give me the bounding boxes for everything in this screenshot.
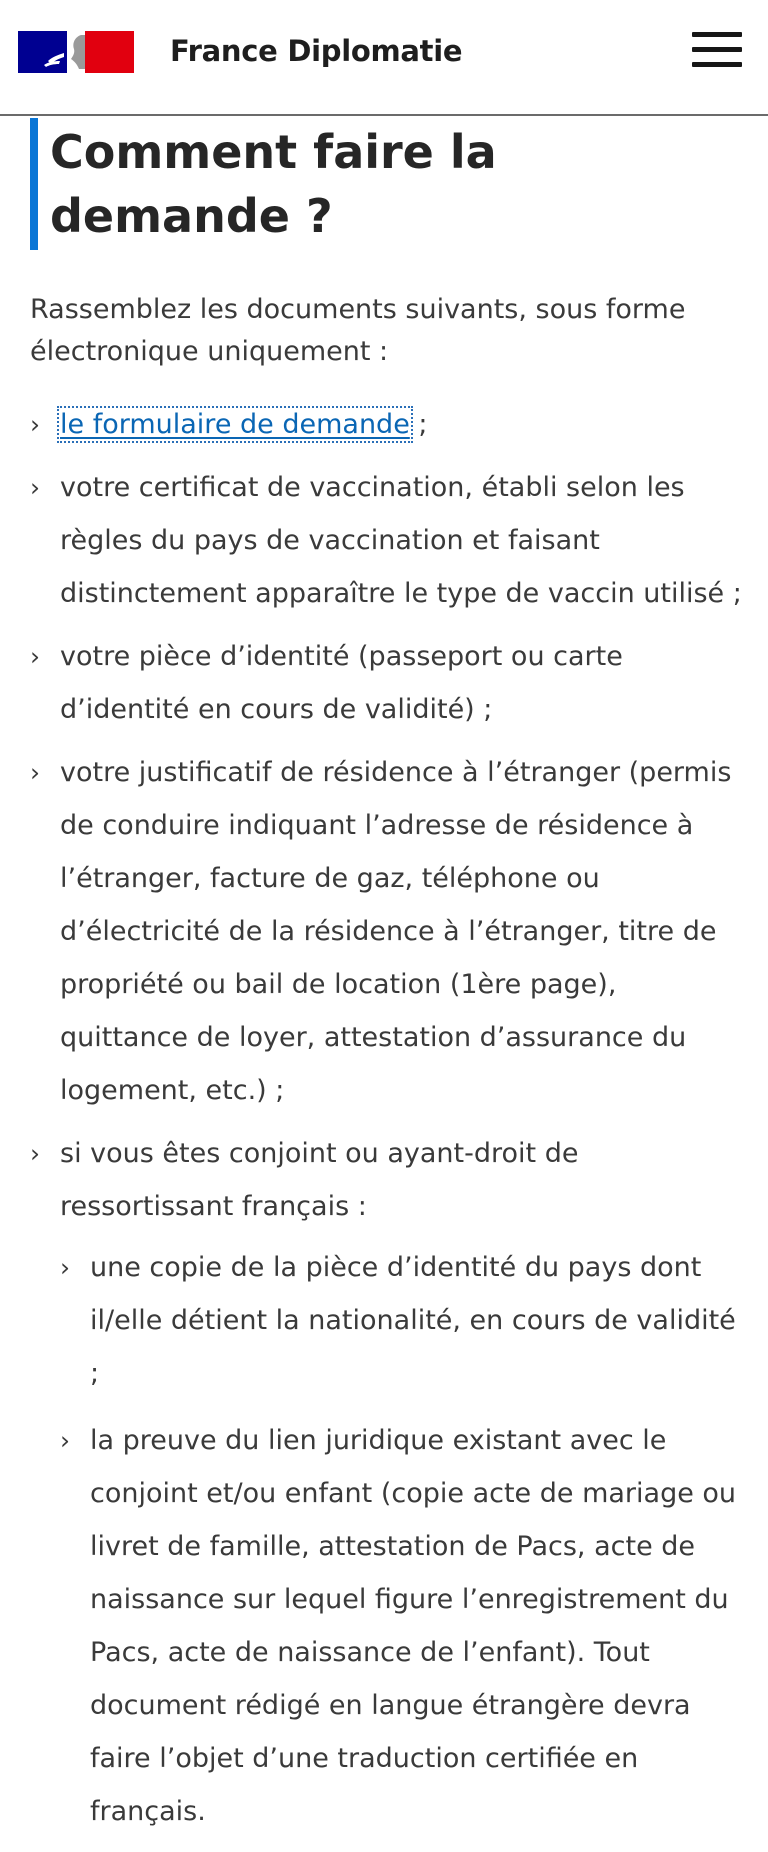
list-item: [30, 398, 744, 451]
flag-blue-band: [18, 31, 67, 73]
hamburger-menu-icon[interactable]: [690, 30, 746, 70]
list-item: [30, 630, 744, 736]
marianne-flag-logo[interactable]: [18, 31, 134, 73]
chevron-right-icon: ›: [30, 642, 40, 671]
title-accent-bar: [30, 118, 38, 250]
list-item-text: votre certificat de vaccination, établi selon les règles du pays de vaccination et faisant distinctement apparaître le type de vaccin utilisé ;: [60, 472, 742, 609]
menu-line: [692, 47, 742, 52]
marianne-profile-icon: [67, 31, 85, 73]
chevron-right-icon: ›: [30, 473, 40, 502]
sublist-item: [60, 1414, 744, 1838]
chevron-right-icon: ›: [30, 758, 40, 787]
menu-line: [692, 32, 742, 37]
list-item-text: votre pièce d’identité (passeport ou carte d’identité en cours de validité) ;: [60, 641, 623, 725]
flag-white-band: [67, 31, 85, 73]
list-item: [30, 1127, 744, 1838]
chevron-right-icon: ›: [30, 410, 40, 439]
menu-line: [692, 62, 742, 67]
list-item-suffix: ;: [409, 409, 428, 440]
list-item-text: votre justificatif de résidence à l’étranger (permis de conduire indiquant l’adresse de résidence à l’étranger, facture de gaz, téléphone ou d’électricité de la résidence à l’étranger, titre de propriété ou bail de location (1ère page), quittance de loyer, attestation d’assurance du logement, etc.) ;: [60, 757, 732, 1106]
list-item: [30, 746, 744, 1117]
chevron-right-icon: ›: [60, 1426, 70, 1455]
application-form-link[interactable]: le formulaire de demande: [60, 409, 410, 440]
chevron-right-icon: ›: [60, 1253, 70, 1282]
sublist-item: [60, 1241, 744, 1400]
documents-list: [30, 398, 744, 1852]
sublist-item-text: une copie de la pièce d’identité du pays dont il/elle détient la nationalité, en cours de validité ;: [90, 1252, 736, 1389]
intro-paragraph: Rassemblez les documents suivants, sous forme électronique uniquement :: [30, 294, 686, 367]
page-title-section: [30, 118, 730, 250]
site-title[interactable]: France Diplomatie: [170, 34, 463, 68]
list-item-text: si vous êtes conjoint ou ayant-droit de ressortissant français :: [60, 1138, 579, 1222]
chevron-right-icon: ›: [30, 1139, 40, 1168]
page-title: Comment faire la demande ?: [50, 125, 497, 243]
marianne-icon: [18, 31, 67, 73]
flag-red-band: [85, 31, 134, 73]
sublist-item-text: la preuve du lien juridique existant avec le conjoint et/ou enfant (copie acte de mariage ou livret de famille, attestation de Pacs, acte de naissance sur lequel figure l’enregistrement du Pacs, acte de naissance de l’enfant). Tout document rédigé en langue étrangère devra faire l’objet d’une traduction certifiée en français.: [90, 1425, 737, 1827]
site-header: [0, 0, 768, 116]
spouse-documents-sublist: [60, 1241, 744, 1838]
list-item: [30, 461, 744, 620]
